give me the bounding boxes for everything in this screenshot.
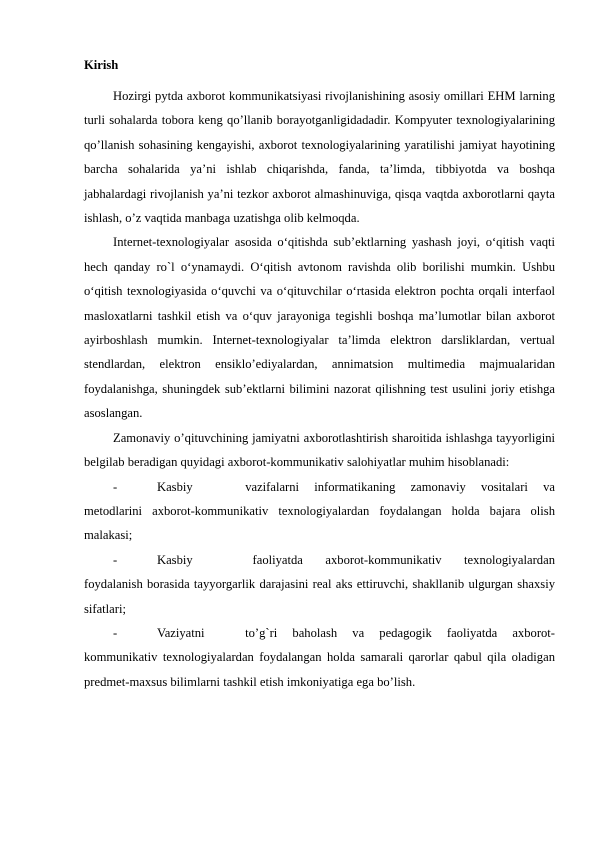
section-heading: Kirish (84, 58, 119, 72)
list-dash: - (113, 479, 118, 494)
list-item-text: vazifalarni informatikaning zamonaviy vositalari va metodlarini axborot-kommunikativ texnologiyalardan foydalangan holda bajara olish malakasi; (84, 479, 555, 543)
list-item (84, 548, 555, 621)
list-item (84, 475, 555, 548)
paragraph-internet-technologies: Internet-texnologiyalar asosida o‘qitishda sub’ektlarning yashash joyi, o‘qitish vaqti hech qanday ro`l o‘ynamaydi. O‘qitish avtonom ravishda olib borilishi mumkin. Ushbu o‘qitish texnologiyasida o‘quvchi va o‘qituvchilar o‘rtasida elektron pochta orqali interfaol masloxatlarni tashkil etish va o‘quv jarayoniga tegishli boshqa ma’lumotlar bilan axborot ayirboshlash mumkin. Internet-texnologiyalar ta’limda elektron darsliklardan, vertual stendlardan, elektron ensiklo’ediyalardan, annimatsion multimedia majmualaridan foydalanishga, shuningdek sub’ektlarni bilimini nazorat qilishning test usulini joriy etishga asoslangan. (84, 235, 555, 421)
paragraph-intro: Hozirgi pytda axborot kommunikatsiyasi rivojlanishining asosiy omillari EHM larning turli sohalarda tobora keng qo’llanib borayotganligidadadir. Kompyuter texnologiyalarining qo’llanish sohasining kengayishi, axborot texnologiyalarining yaratilishi jamiyat hayotining barcha sohalarida ya’ni ishlab chiqarishda, fanda, ta’limda, tibbiyotda va boshqa jabhalardagi rivojlanish ya’ni tezkor axborot almashinuviga, qisqa vaqtda axborotlarni qayta ishlash, o’z vaqtida manbaga uzatishga olib kelmoqda. (84, 89, 555, 226)
list-item-text: faoliyatda axborot-kommunikativ texnologiyalardan foydalanish borasida tayyorgarlik darajasini real aks ettiruvchi, shakllanib ulgurgan shaxsiy sifatlari; (84, 552, 555, 616)
list-item (84, 621, 555, 694)
paragraph-teacher-competencies: Zamonaviy o’qituvchining jamiyatni axborotlashtirish sharoitida ishlashga tayyorligini belgilab beradigan quyidagi axborot-kommunikativ salohiyatlar muhim hisoblanadi: (84, 430, 555, 470)
document-page (84, 56, 555, 694)
list-item-text: to’g`ri baholash va pedagogik faoliyatda axborot-kommunikativ texnologiyalardan foydalangan holda samarali qarorlar qabul qila oladigan predmet-maxsus bilimlarni tashkil etish imkoniyatiga ega bo’lish. (84, 625, 555, 689)
list-dash: - (113, 625, 118, 640)
list-item-lead: Kasbiy (157, 479, 193, 494)
list-dash: - (113, 552, 118, 567)
list-item-lead: Vaziyatni (157, 625, 205, 640)
list-item-lead: Kasbiy (157, 552, 193, 567)
